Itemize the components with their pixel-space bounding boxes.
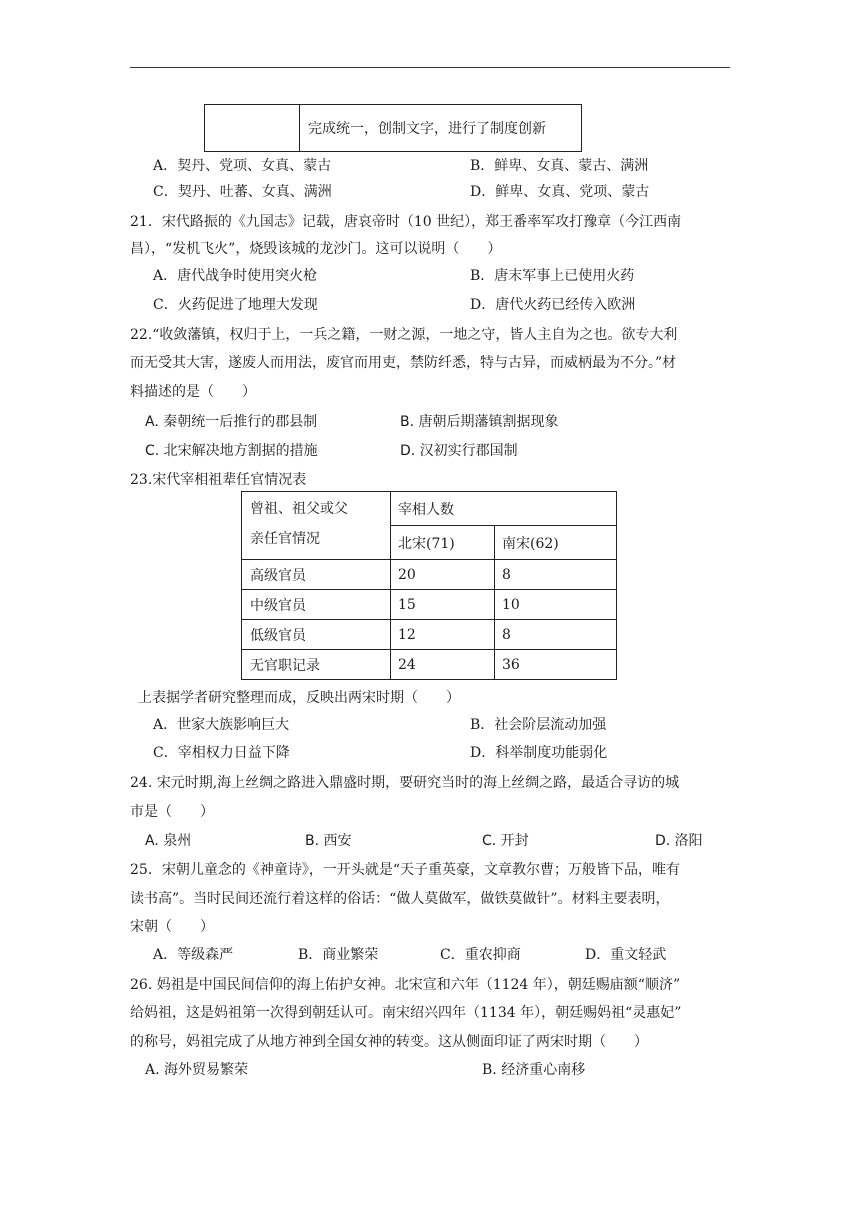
q23-row-label: 低级官员 bbox=[242, 620, 391, 650]
q25-stem-line-1: 25．宋朝儿童念的《神童诗》，一开头就是“天子重英豪，文章教尔曹；万般皆下品，唯有 bbox=[130, 862, 680, 878]
q23-option-b[interactable]: B．社会阶层流动加强 bbox=[470, 717, 607, 733]
q26-option-b[interactable]: B. 经济重心南移 bbox=[482, 1062, 586, 1078]
q21-option-d[interactable]: D．唐代火药已经传入欧洲 bbox=[470, 297, 636, 313]
q22-option-c[interactable]: C. 北宋解决地方割据的措施 bbox=[145, 443, 318, 459]
q23-title: 23.宋代宰相祖辈任官情况表 bbox=[130, 472, 307, 488]
q23-option-c[interactable]: C．宰相权力日益下降 bbox=[153, 745, 290, 761]
q23-option-d[interactable]: D．科举制度功能弱化 bbox=[470, 745, 608, 761]
q23-row-label: 无官职记录 bbox=[242, 650, 391, 680]
q26-option-a[interactable]: A. 海外贸易繁荣 bbox=[145, 1062, 249, 1078]
q25-stem-line-2: 读书高”。当时民间还流行着这样的俗话：“做人莫做军，做铁莫做针”。材料主要表明， bbox=[130, 891, 670, 907]
q23-cell: 15 bbox=[391, 590, 495, 620]
q20-option-d[interactable]: D．鲜卑、女真、党项、蒙古 bbox=[470, 184, 650, 200]
q25-option-d[interactable]: D．重文轻武 bbox=[585, 947, 667, 963]
q21-stem-line-1: 21．宋代路振的《九国志》记载，唐哀帝时（10 世纪），郑王番率军攻打豫章（今江西南 bbox=[130, 214, 682, 230]
q21-option-b[interactable]: B．唐末军事上已使用火药 bbox=[470, 268, 635, 284]
q24-option-b[interactable]: B. 西安 bbox=[305, 833, 352, 849]
q20-option-c[interactable]: C．契丹、吐蕃、女真、满洲 bbox=[153, 184, 332, 200]
header-table bbox=[204, 104, 582, 152]
q24-option-a[interactable]: A. 泉州 bbox=[145, 833, 192, 849]
q22-option-a[interactable]: A. 秦朝统一后推行的郡县制 bbox=[145, 414, 318, 430]
q20-option-a[interactable]: A．契丹、党项、女真、蒙古 bbox=[153, 158, 332, 174]
q22-stem-line-2: 而无受其大害，遂废人而用法，废官而用吏，禁防纤悉，特与古异，而威柄最为不分。”材 bbox=[130, 355, 677, 371]
q23-cell: 8 bbox=[495, 560, 617, 590]
q23-stem: 上表据学者研究整理而成，反映出两宋时期（ ） bbox=[138, 690, 460, 706]
q23-row-label: 中级官员 bbox=[242, 590, 391, 620]
q22-option-d[interactable]: D. 汉初实行郡国制 bbox=[400, 443, 518, 459]
q22-stem-line-3: 料描述的是（ ） bbox=[130, 384, 256, 400]
q23-sub-header-south: 南宋(62) bbox=[495, 526, 617, 560]
q23-table bbox=[241, 491, 617, 680]
q22-option-b[interactable]: B. 唐朝后期藩镇割据现象 bbox=[400, 414, 559, 430]
q22-stem-line-1: 22.“收敛藩镇，权归于上，一兵之籍，一财之源，一地之守，皆人主自为之也。欲专大利 bbox=[130, 327, 678, 343]
q23-sub-header-north: 北宋(71) bbox=[391, 526, 495, 560]
q23-cell: 12 bbox=[391, 620, 495, 650]
q25-option-a[interactable]: A．等级森严 bbox=[153, 947, 234, 963]
header-table-empty-cell bbox=[205, 105, 300, 152]
q21-option-c[interactable]: C．火药促进了地理大发现 bbox=[153, 297, 318, 313]
q23-cell: 10 bbox=[495, 590, 617, 620]
q23-row-header-cell bbox=[242, 492, 391, 560]
q23-row-header-line-1: 曾祖、祖父或父 bbox=[250, 501, 348, 517]
q23-row-label: 高级官员 bbox=[242, 560, 391, 590]
q26-stem-line-3: 的称号，妈祖完成了从地方神到全国女神的转变。这从侧面印证了两宋时期（ ） bbox=[130, 1034, 648, 1050]
q25-option-c[interactable]: C．重农抑商 bbox=[440, 947, 521, 963]
q20-option-b[interactable]: B．鲜卑、女真、蒙古、满洲 bbox=[470, 158, 649, 174]
q21-stem-line-2: 昌），“发机飞火”，烧毁该城的龙沙门。这可以说明（ ） bbox=[130, 241, 502, 257]
q23-cell: 24 bbox=[391, 650, 495, 680]
q21-option-a[interactable]: A．唐代战争时使用突火枪 bbox=[153, 268, 318, 284]
q25-option-b[interactable]: B．商业繁荣 bbox=[298, 947, 379, 963]
q23-cell: 20 bbox=[391, 560, 495, 590]
header-table-right-cell: 完成统一，创制文字，进行了制度创新 bbox=[300, 105, 582, 152]
q23-option-a[interactable]: A．世家大族影响巨大 bbox=[153, 717, 290, 733]
q24-option-d[interactable]: D. 洛阳 bbox=[655, 833, 703, 849]
header-rule bbox=[130, 67, 730, 68]
q24-stem-line-1: 24. 宋元时期,海上丝绸之路进入鼎盛时期，要研究当时的海上丝绸之路，最适合寻访的城 bbox=[130, 775, 680, 791]
q24-stem-line-2: 市是（ ） bbox=[130, 804, 214, 820]
q23-cell: 36 bbox=[495, 650, 617, 680]
q26-stem-line-1: 26. 妈祖是中国民间信仰的海上佑护女神。北宋宣和六年（1124 年），朝廷赐庙额“顺济” bbox=[130, 977, 681, 993]
q25-stem-line-3: 宋朝（ ） bbox=[130, 919, 214, 935]
q24-option-c[interactable]: C. 开封 bbox=[482, 833, 529, 849]
q26-stem-line-2: 给妈祖，这是妈祖第一次得到朝廷认可。南宋绍兴四年（1134 年），朝廷赐妈祖“灵惠妃” bbox=[130, 1005, 682, 1021]
q23-cell: 8 bbox=[495, 620, 617, 650]
q23-col-header: 宰相人数 bbox=[391, 492, 617, 526]
q23-row-header-line-2: 亲任官情况 bbox=[250, 531, 320, 547]
